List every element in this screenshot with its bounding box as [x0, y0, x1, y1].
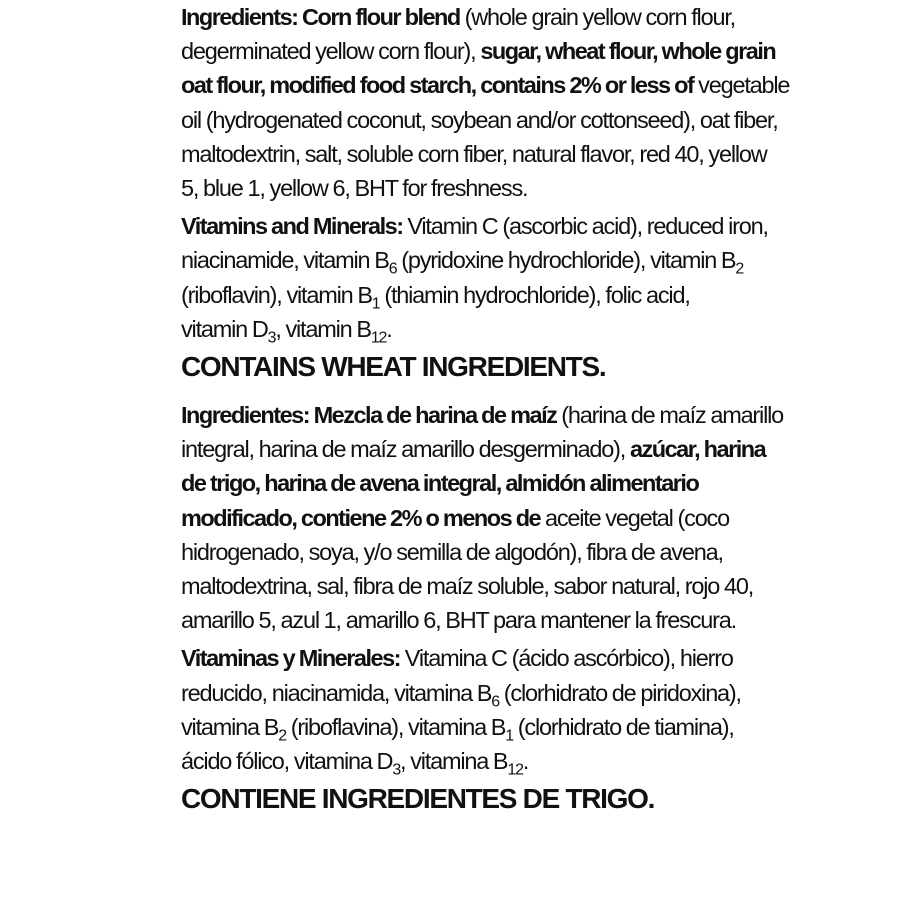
text-run: (riboflavina), vitamina B [285, 713, 506, 740]
text-run: . [522, 748, 529, 775]
text-run: ácido fólico, vitamina D [181, 748, 393, 775]
text-line [181, 398, 783, 432]
subscript: 6 [388, 261, 397, 278]
subscript: 3 [267, 329, 276, 347]
subscript: 1 [505, 727, 513, 745]
text-run: (riboflavin), vitamin B [181, 281, 372, 308]
text-line [181, 641, 761, 675]
text-run: reducido, niacinamida, vitamina B [181, 679, 492, 706]
text-run: (clorhidrato de tiamina), [512, 713, 734, 740]
text-line [181, 209, 768, 243]
text-line [181, 569, 761, 603]
text-run: , vitamina B [400, 748, 508, 775]
text-line [181, 466, 761, 500]
text-run: maltodextrina, sal, fibra de maíz soluble, sabor natural, rojo 40, [181, 573, 754, 600]
subscript: 1 [371, 295, 380, 313]
text-run: (pyridoxine hydrochloride), vitamin B [396, 247, 736, 274]
text-line [181, 68, 790, 102]
text-run: Vitamin C (ascorbic acid), reduced iron, [402, 213, 768, 240]
text-run: (clorhidrato de piridoxina), [498, 679, 741, 706]
english-ingredients-paragraph [181, 0, 790, 205]
text-run: (thiamin hydrochloride), folic acid, [379, 281, 690, 308]
bold-run: modificado, contiene 2% o menos de [181, 504, 541, 531]
text-run: (harina de maíz amarillo [556, 402, 783, 429]
text-line [181, 0, 761, 34]
text-run: integral, harina de maíz amarillo desgerminado), [181, 436, 630, 463]
text-run: vitamin D [181, 315, 268, 342]
text-run: , vitamin B [275, 315, 371, 342]
subscript: 2 [278, 727, 286, 745]
text-run: 5, blue 1, yellow 6, BHT for freshness. [181, 175, 528, 202]
spanish-vitamins-paragraph [181, 641, 761, 778]
english-vitamins-paragraph [181, 209, 768, 347]
ingredients-label [181, 0, 790, 816]
bold-run: oat flour, modified food starch, contains 2% or less of [181, 72, 694, 99]
bold-run: azúcar, harina [629, 436, 766, 463]
text-line [181, 603, 761, 637]
text-line [181, 103, 778, 137]
bold-run: Vitamins and Minerals: [181, 213, 403, 240]
text-run: . [386, 315, 392, 342]
text-run: Vitamina C (ácido ascórbico), hierro [399, 645, 733, 672]
subscript: 3 [392, 761, 401, 779]
text-run: degerminated yellow corn flour), [181, 38, 481, 65]
text-run: maltodextrin, salt, soluble corn fiber, natural flavor, red 40, yellow [181, 140, 767, 167]
text-line [181, 535, 761, 569]
text-run: amarillo 5, azul 1, amarillo 6, BHT para mantener la frescura. [181, 607, 736, 634]
bold-run: sugar, wheat flour, whole grain [480, 38, 776, 65]
text-run: (whole grain yellow corn flour, [459, 4, 735, 30]
text-run: vegetable [693, 72, 790, 99]
text-line [181, 501, 761, 535]
bold-run: de trigo, harina de avena integral, almidón alimentario [181, 470, 699, 497]
text-line [181, 676, 761, 710]
subscript: 2 [735, 261, 744, 278]
text-line [181, 278, 761, 312]
text-run: hidrogenado, soya, y/o semilla de algodón), fibra de avena, [181, 538, 723, 565]
bold-run: Ingredients: Corn flour blend [181, 4, 460, 30]
spanish-allergen-statement: CONTIENE INGREDIENTES DE TRIGO. [181, 783, 655, 815]
text-line [181, 312, 761, 346]
text-line [181, 34, 776, 68]
text-line [181, 432, 766, 466]
bold-run: Ingredientes: Mezcla de harina de maíz [181, 402, 557, 429]
subscript: 12 [507, 761, 523, 779]
subscript: 6 [491, 693, 499, 711]
text-run: vitamina B [181, 713, 279, 740]
subscript: 12 [370, 329, 387, 347]
text-run: oil (hydrogenated coconut, soybean and/or cottonseed), oat fiber, [181, 106, 778, 133]
english-allergen-statement: CONTAINS WHEAT INGREDIENTS. [181, 351, 606, 383]
spanish-ingredients-paragraph [181, 398, 783, 637]
text-line [181, 171, 761, 205]
text-run: niacinamide, vitamin B [181, 247, 389, 274]
text-run: aceite vegetal (coco [540, 504, 729, 531]
text-line [181, 243, 761, 277]
bold-run: Vitaminas y Minerales: [181, 645, 400, 672]
text-line [181, 710, 761, 744]
text-line [181, 137, 767, 171]
text-line [181, 744, 761, 778]
